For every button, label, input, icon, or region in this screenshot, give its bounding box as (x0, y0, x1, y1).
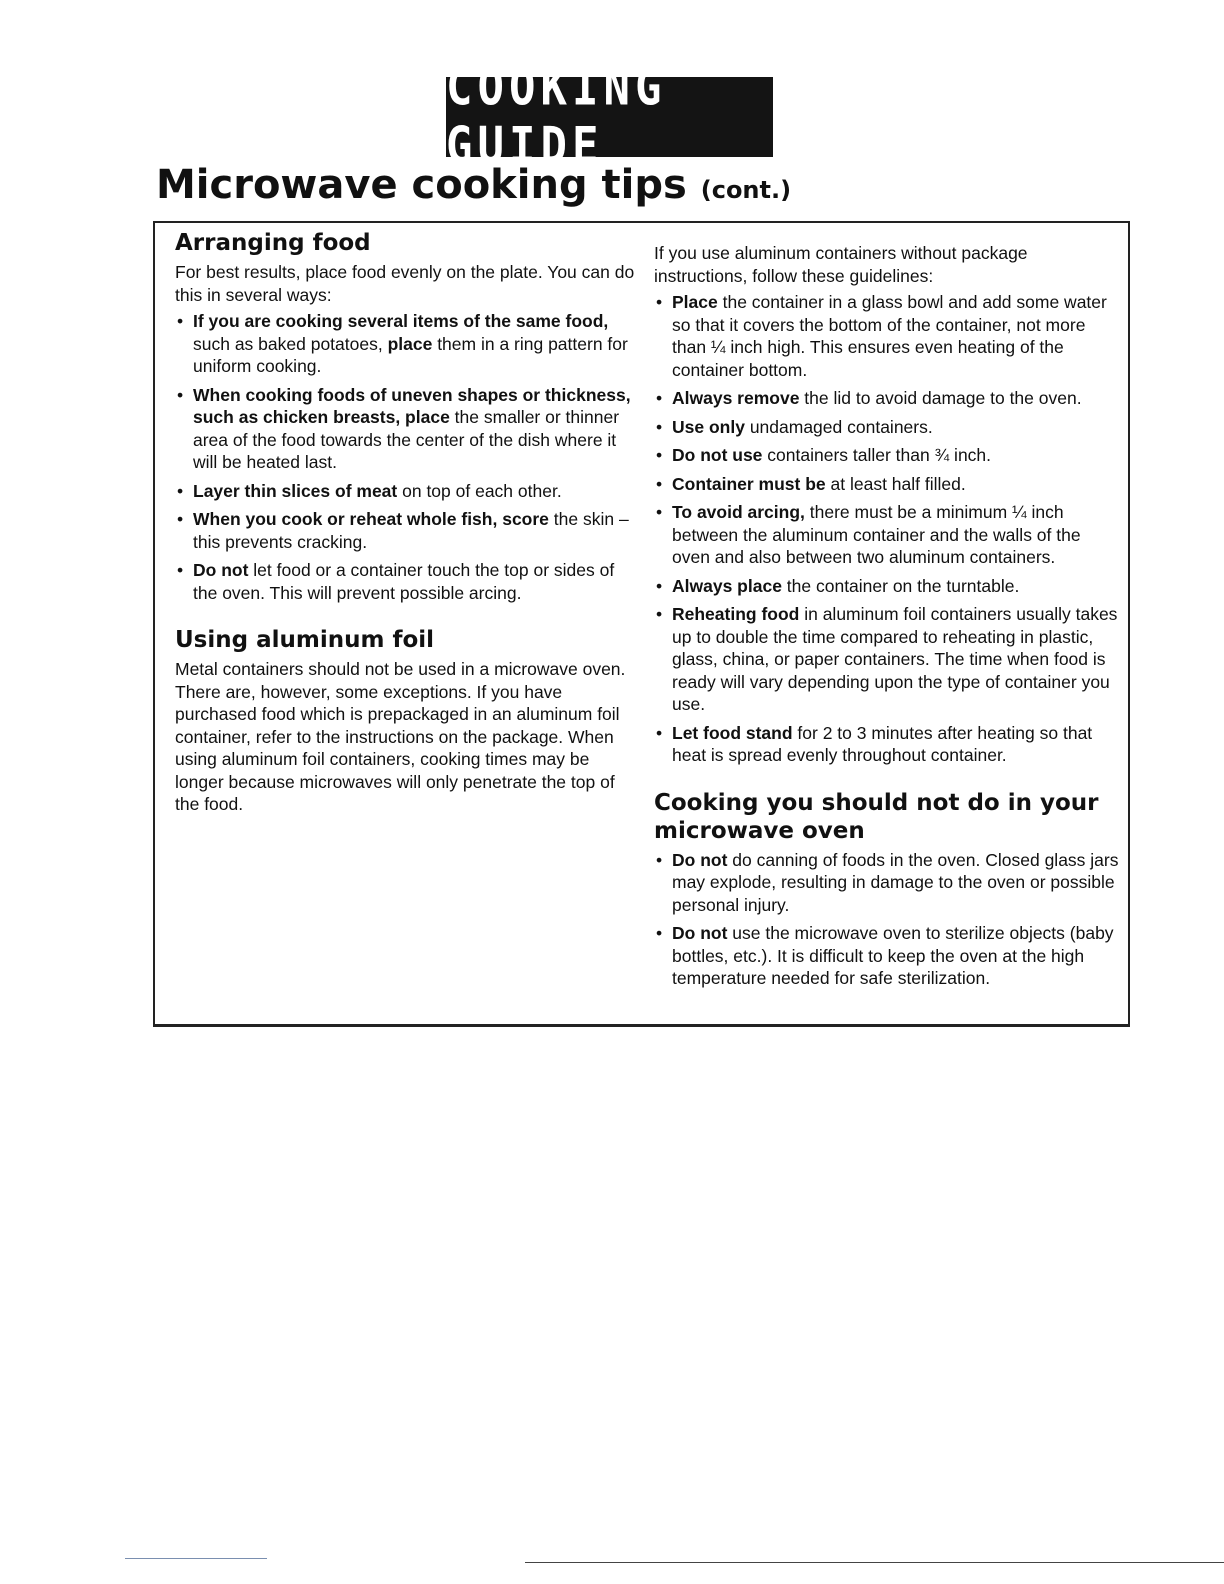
list-item (654, 603, 1122, 716)
list-item-text: on top of each other. (397, 480, 562, 501)
arranging-heading: Arranging food (175, 230, 371, 256)
list-item-text: do canning of foods in the oven. Closed glass jars may explode, resulting in damage to the oven or possible personal injury. (672, 849, 1119, 915)
list-item (654, 501, 1122, 569)
list-item (175, 559, 635, 604)
list-item (654, 444, 1122, 467)
list-item-text: the smaller or thinner area of the food towards the center of the dish where it will be heated last. (193, 407, 620, 472)
list-item (175, 480, 635, 503)
footer-rule-right (525, 1562, 1224, 1563)
arranging-list (175, 310, 635, 604)
list-item-bold: Do not (672, 849, 728, 870)
list-item-text: the container in a glass bowl and add some water so that it covers the bottom of the container, not more than ¼ inch high. This ensures even heating of the container bottom. (672, 292, 1107, 380)
list-item (654, 575, 1122, 598)
list-item-text: them in a ring pattern for uniform cooking. (193, 333, 628, 376)
left-column (175, 229, 635, 816)
right-column (654, 242, 1122, 996)
list-item-text: in aluminum foil containers usually takes up to double the time compared to reheating in plastic, glass, china, or paper containers. The time when food is ready will vary depending upon the type of container you use. (672, 604, 1118, 714)
list-item (654, 722, 1122, 767)
list-item (175, 508, 635, 553)
list-item-bold: To avoid arcing, (672, 502, 805, 522)
list-item-text: let food or a container touch the top or sides of the oven. This will prevent possible arcing. (193, 560, 615, 603)
list-item-bold: When you cook or reheat whole fish, score (193, 509, 549, 529)
list-item-bold: Always place (672, 575, 782, 596)
containers-intro: If you use aluminum containers without package instructions, follow these guidelines: (654, 243, 1028, 286)
list-item (175, 384, 635, 474)
list-item-bold: Layer thin slices of meat (193, 480, 398, 501)
list-item (654, 922, 1122, 990)
list-item-text: containers taller than ¾ inch. (762, 445, 992, 465)
list-item-bold: Do not (672, 923, 728, 943)
list-item-bold: place (387, 333, 433, 354)
list-item (175, 310, 635, 378)
list-item (654, 416, 1122, 439)
list-item-bold: Always remove (672, 388, 800, 408)
list-item-bold: Use only (672, 416, 745, 437)
list-item-text: use the microwave oven to sterilize objects (baby bottles, etc.). It is difficult to keep the oven at the high temperature needed for safe sterilization. (672, 923, 1114, 988)
list-item-bold: If you are cooking several items of the same food, (193, 311, 609, 331)
list-item-text: undamaged containers. (744, 416, 933, 437)
list-item-text: such as baked potatoes, (193, 333, 388, 354)
list-item-text: there must be a minimum ¼ inch between the aluminum container and the walls of the oven and also between two aluminum containers. (672, 502, 1081, 567)
footer-rule-left (125, 1558, 267, 1559)
foil-heading: Using aluminum foil (175, 627, 435, 653)
foil-body: Metal containers should not be used in a microwave oven. There are, however, some exceptions. If you have purchased food which is prepackaged in an aluminum foil container, refer to the instructions on the package. When using aluminum foil containers, cooking times may be longer because microwaves will only penetrate the top of the food. (175, 659, 626, 814)
list-item-text: the container on the turntable. (781, 575, 1020, 596)
list-item (654, 849, 1122, 917)
banner-label: COOKING GUIDE (446, 58, 667, 176)
list-item-text: for 2 to 3 minutes after heating so that heat is spread evenly throughout container. (672, 722, 1093, 765)
list-item (654, 387, 1122, 410)
list-item-text: at least half filled. (825, 473, 966, 494)
page-title-main: Microwave cooking tips (156, 162, 687, 208)
list-item-text: the lid to avoid damage to the oven. (799, 388, 1082, 408)
list-item (654, 473, 1122, 496)
notdo-list (654, 849, 1122, 990)
section-banner (446, 58, 773, 176)
list-item-text: the skin – this prevents cracking. (193, 509, 629, 552)
containers-list (654, 291, 1122, 767)
list-item-bold: Reheating food (672, 604, 800, 624)
list-item-bold: Let food stand (672, 722, 793, 743)
list-item-bold: Do not use (672, 445, 763, 465)
list-item-bold: Place (672, 292, 718, 312)
page-title (156, 162, 791, 208)
list-item-bold: Container must be (672, 473, 826, 494)
notdo-heading: Cooking you should not do in your microwave oven (654, 789, 1099, 844)
page-title-suffix: (cont.) (700, 176, 792, 204)
list-item-bold: When cooking foods of uneven shapes or thickness, such as chicken breasts, place (193, 384, 631, 427)
arranging-intro: For best results, place food evenly on the plate. You can do this in several ways: (175, 262, 635, 305)
list-item-bold: Do not (193, 560, 249, 580)
list-item (654, 291, 1122, 381)
